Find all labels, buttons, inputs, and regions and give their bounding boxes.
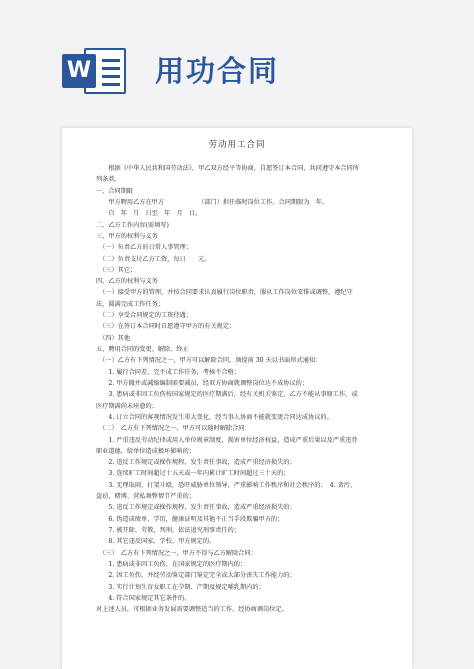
document-line: 职业道德，给单位造成极坏影响的；	[96, 447, 195, 455]
document-line: 2. 因工负伤，并经劳动鉴定部门鉴定完全或大部分丧失工作能力的；	[96, 572, 296, 580]
document-line: 3. 连续旷工时间超过十五天或一年内累计旷工时间超过三十天的；	[96, 470, 290, 478]
document-line: 盗窃、赌博、营私舞弊情节严重的；	[96, 493, 195, 501]
document-line: （一）乙方有下列情况之一，甲方可以解除合同，须提前 30 天以书面形式通知：	[96, 357, 322, 365]
document-line: 1. 患病或非因工负伤，在国家规定的医疗期内的；	[96, 560, 247, 568]
document-line: 3. 无理取闹、打架斗殴，恐吓威胁单位领导，严重影响工作秩序和社会秩序的； 4. 贪污、	[96, 481, 357, 489]
document-line: （四）其他	[96, 334, 131, 342]
document-line: 1. 严重违反劳动纪律或用人单位规章制度，损害单位经济权益，造成严重后果以及严重违背	[96, 436, 358, 444]
document-line: 4. 符合国家规定其它条件的。	[96, 594, 191, 602]
document-line: 6. 伪造成绩单、学历，健康证明及其他不正当手段欺骗甲方的；	[96, 515, 284, 523]
document-line: 7. 被开除、劳教、判刑、依法追究刑事责任的；	[96, 527, 240, 534]
document-line: （一）接受甲方的管理，并按合同要求认真履行岗位职责，服从工作岗位安排或调整，遵纪守	[96, 289, 353, 297]
document-line: 4. 订立合同的客观情况发生重大变化，经当事人协商不能就变更合同达成协议的。	[96, 413, 333, 421]
document-line: 2. 甲方撤并或减缩编制需要减员，经双方协商就调整岗位达不成协议的；	[96, 379, 309, 387]
document-line: （三）在签订本合同时自愿遵守甲方的有关规定；	[96, 323, 236, 331]
document-line: 甲方聘用乙方在甲方 （部门）担任临时岗位工作。合同期限为 年。	[96, 198, 329, 206]
document-line: 8. 其它违反国家、学校、甲方规定的。	[96, 538, 216, 546]
document-line: （二）享受合同规定的工资待遇；	[96, 312, 192, 320]
document-line: （一）负责乙方的日常人事管理；	[96, 244, 192, 252]
document-line: 四、乙方的权利与义务	[96, 278, 158, 286]
document-line: 一、合同期限	[96, 187, 134, 195]
document-line: 自 年 月 日至 年 月 日。	[96, 210, 202, 218]
document-line: 医疗期满尚未痊愈的；	[96, 402, 158, 410]
word-document-icon	[62, 44, 128, 98]
document-line: 三、甲方的权利与义务	[96, 232, 158, 240]
page-banner	[0, 0, 474, 120]
document-line: （三） 乙方有下列情况之一，甲方不得与乙方解除合同：	[96, 549, 257, 557]
document-title: 劳动用工合同	[208, 140, 266, 150]
document-body	[96, 163, 386, 616]
banner-title: 用功合同	[155, 54, 280, 88]
document-line: 3. 患病或非因工负伤按国家规定的医疗期满后，经有关机关鉴定，乙方不能从事原工作，或	[96, 391, 358, 399]
document-line: 对上述人员，可根据业务发展需要调整适当的工作，经协商调岗位定。	[96, 606, 288, 614]
document-line: 根据《中华人民共和国劳动法》，甲乙双方经平等协商，自愿签订本合同，共同遵守本合同所	[96, 165, 359, 172]
document-line: 列条款。	[96, 176, 121, 184]
document-line: 1. 履行合同差、完不成工作任务，考核不合格；	[96, 368, 240, 376]
document-line: 五、聘用合同的变更、解除、终止	[96, 346, 189, 353]
document-line: （二）负责支付乙方工资，每日 元。	[96, 255, 211, 263]
document-line: 法，圆满完成工作任务；	[96, 300, 165, 308]
document-line: （三）其它；	[96, 266, 137, 274]
document-line: 5. 违反工作规定或操作规程，发生责任事故，造成严重经济损失的；	[96, 504, 296, 512]
document-line: （二） 乙方有下列情况之一，甲方可以随时解除合同：	[96, 425, 251, 433]
word-letter-badge: W	[62, 54, 96, 88]
document-line: 3. 实行计划生育女职工在孕期、产期及规定哺乳期内的；	[96, 583, 265, 591]
document-line: 2. 违反工作规定或操作规程，发生责任事故，造成严重经济损失的；	[96, 459, 296, 467]
document-line: 二、乙方工作内容(需填写)	[96, 221, 169, 229]
